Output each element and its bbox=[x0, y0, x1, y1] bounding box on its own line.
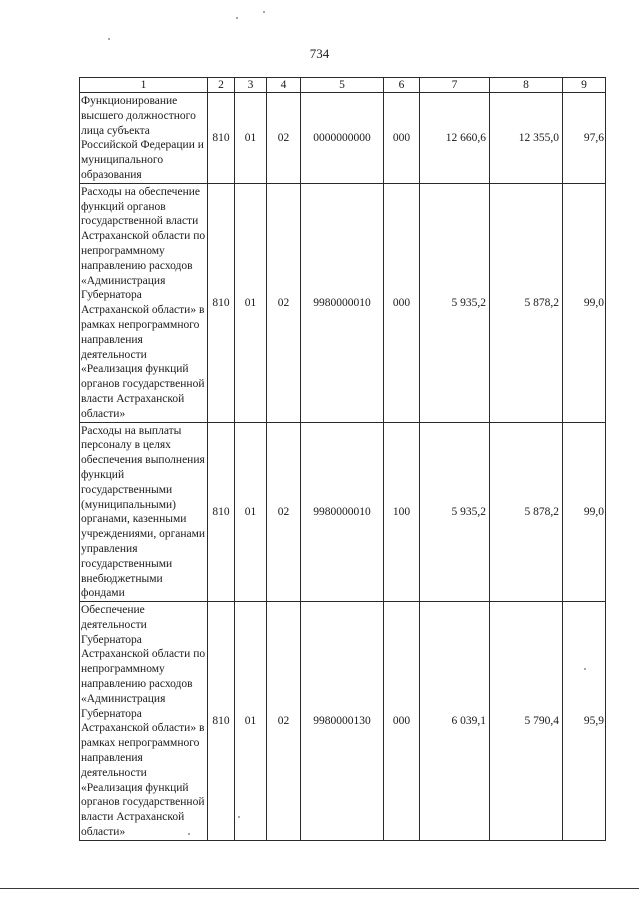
row-executed: 5 878,2 bbox=[490, 422, 563, 602]
header-cell: 5 bbox=[301, 78, 384, 93]
header-cell: 6 bbox=[384, 78, 420, 93]
row-target: 9980000010 bbox=[301, 422, 384, 602]
row-planned: 6 039,1 bbox=[420, 602, 490, 841]
row-subsection: 02 bbox=[267, 602, 301, 841]
page-number: 734 bbox=[309, 46, 330, 61]
row-description: Функционирование высшего должностного лица субъекта Российской Федерации и муниципального образования bbox=[80, 93, 208, 184]
row-subsection: 02 bbox=[267, 422, 301, 602]
table-row bbox=[80, 183, 606, 422]
header-row bbox=[80, 78, 606, 93]
row-percent: 97,6 bbox=[563, 93, 606, 184]
row-grbs: 810 bbox=[208, 183, 235, 422]
budget-table bbox=[79, 77, 606, 841]
row-executed: 5 878,2 bbox=[490, 183, 563, 422]
row-planned: 5 935,2 bbox=[420, 183, 490, 422]
row-percent: 95,9 bbox=[563, 602, 606, 841]
row-target: 0000000000 bbox=[301, 93, 384, 184]
header-cell: 8 bbox=[490, 78, 563, 93]
scan-speck bbox=[584, 668, 586, 670]
header-cell: 2 bbox=[208, 78, 235, 93]
row-section: 01 bbox=[235, 602, 267, 841]
row-expense-type: 100 bbox=[384, 422, 420, 602]
row-expense-type: 000 bbox=[384, 602, 420, 841]
row-grbs: 810 bbox=[208, 93, 235, 184]
row-expense-type: 000 bbox=[384, 93, 420, 184]
row-section: 01 bbox=[235, 422, 267, 602]
row-description: Расходы на выплаты персоналу в целях обеспечения выполнения функций государственными (муниципальными) органами, казенными учреждениями, органами управления государственными внебюджетными фондами bbox=[80, 422, 208, 602]
row-grbs: 810 bbox=[208, 602, 235, 841]
scan-speck bbox=[238, 816, 240, 818]
row-description: Обеспечение деятельности Губернатора Астраханской области по непрограммному направлению расходов «Администрация Губернатора Астраханской области» в рамках непрограммного направления деятельности «Реализация функций органов государственной власти Астраханской области» bbox=[80, 602, 208, 841]
row-subsection: 02 bbox=[267, 183, 301, 422]
header-cell: 4 bbox=[267, 78, 301, 93]
row-executed: 12 355,0 bbox=[490, 93, 563, 184]
row-section: 01 bbox=[235, 93, 267, 184]
row-expense-type: 000 bbox=[384, 183, 420, 422]
row-description: Расходы на обеспечение функций органов государственной власти Астраханской области по непрограммному направлению расходов «Администрация Губернатора Астраханской области» в рамках непрограммного направления деятельности «Реализация функций органов государственной власти Астраханской области» bbox=[80, 183, 208, 422]
table-row bbox=[80, 602, 606, 841]
header-cell: 3 bbox=[235, 78, 267, 93]
row-planned: 5 935,2 bbox=[420, 422, 490, 602]
header-cell: 9 bbox=[563, 78, 606, 93]
bottom-rule bbox=[0, 888, 639, 889]
table-row bbox=[80, 422, 606, 602]
row-subsection: 02 bbox=[267, 93, 301, 184]
scan-speck bbox=[108, 38, 110, 40]
scan-speck bbox=[263, 11, 265, 13]
table-row bbox=[80, 93, 606, 184]
header-cell: 7 bbox=[420, 78, 490, 93]
row-percent: 99,0 bbox=[563, 183, 606, 422]
row-percent: 99,0 bbox=[563, 422, 606, 602]
row-planned: 12 660,6 bbox=[420, 93, 490, 184]
row-section: 01 bbox=[235, 183, 267, 422]
header-cell: 1 bbox=[80, 78, 208, 93]
row-target: 9980000130 bbox=[301, 602, 384, 841]
row-executed: 5 790,4 bbox=[490, 602, 563, 841]
scan-speck bbox=[188, 833, 190, 835]
scan-speck bbox=[236, 17, 238, 19]
row-grbs: 810 bbox=[208, 422, 235, 602]
row-target: 9980000010 bbox=[301, 183, 384, 422]
